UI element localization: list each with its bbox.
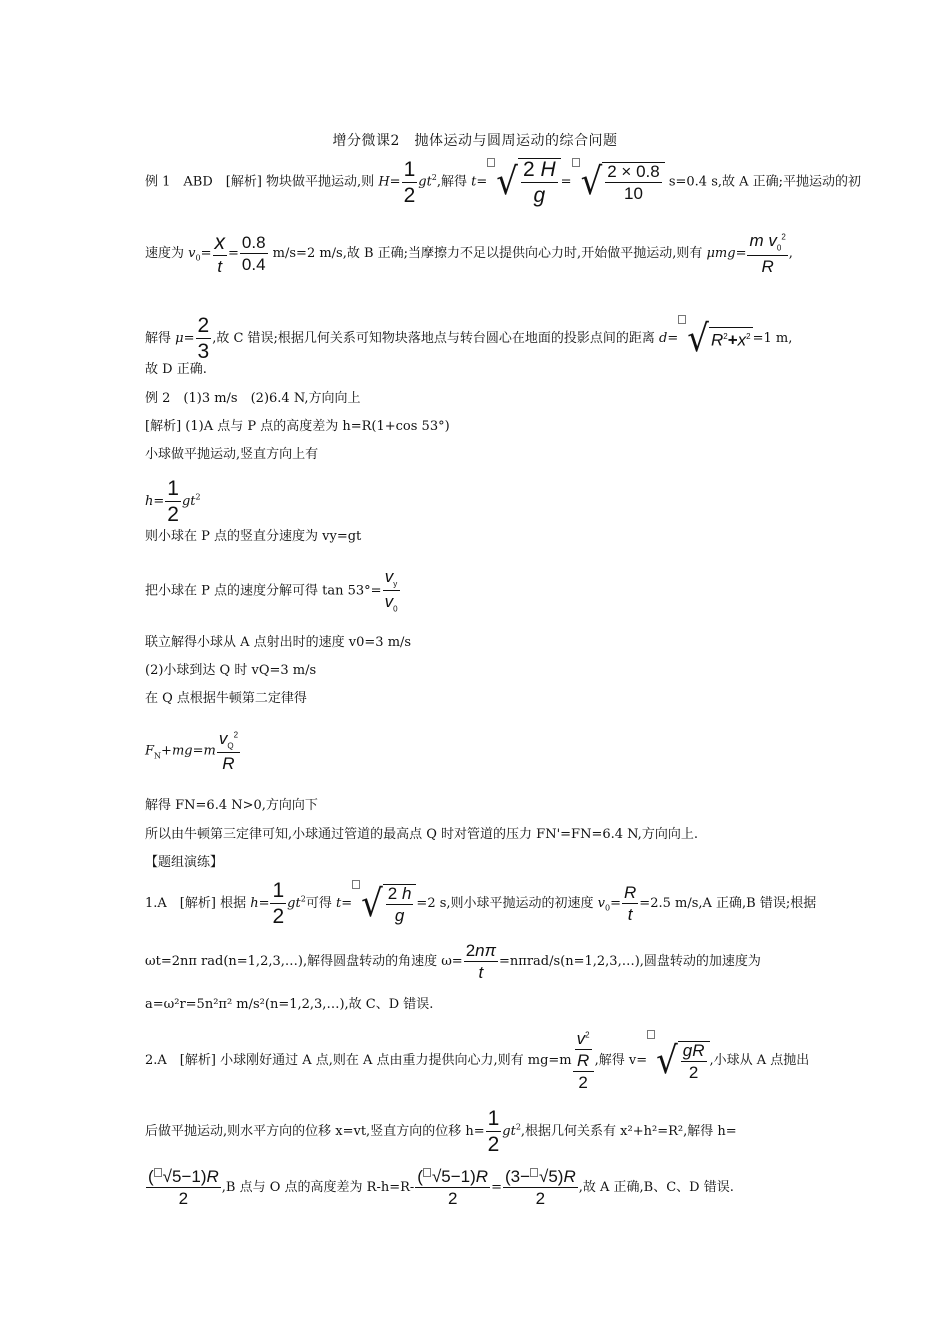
ex2-p6: 联立解得小球从 A 点射出时的速度 v0=3 m/s [145, 635, 412, 650]
ex2-p4: 则小球在 P 点的竖直分速度为 vy=gt [145, 529, 362, 544]
ex2-p7: (2)小球到达 Q 时 vQ=3 m/s [145, 663, 317, 678]
q1-line-3: a=ω²r=5n²π² m/s²(n=1,2,3,…),故 C、D 错误. [145, 997, 434, 1012]
ex2-p11: 所以由牛顿第三定律可知,小球通过管道的最高点 Q 时对管道的压力 FN'=FN=6.4 N,方向向上. [145, 827, 698, 842]
ex2-p9: $F_N+mg=m$ $\frac{v_Q^2}{R}$ [145, 729, 239, 774]
ex2-p8: 在 Q 点根据牛顿第二定律得 [145, 691, 307, 706]
ex1-line-1: 例 1 ABD [解析] 物块做平抛运动,则 H= $\frac{1}{2}$ $gt^2$,解得 t= √ $\frac{2 H}{g}$ = √ $\frac{2 \times 0.8}{10}$ s=0.4 s,故 A 正确;平抛运动的初 [145, 157, 862, 207]
ex1-line-4: 故 D 正确. [145, 362, 207, 377]
section-heading: 【题组演练】 [145, 855, 224, 870]
ex2-p1: [解析] (1)A 点与 P 点的高度差为 h=R(1+cos 53°) [145, 419, 450, 434]
q1-line-1: 1.A [解析] 根据 h= $\frac{1}{2}$ $gt^2$可得 t= √ $\frac{2 h}{g}$ =2 s,则小球平抛运动的初速度 $v_0=$ $\frac{R}{t}$ =2.5 m/s,A 正确,B 错误;根据 [145, 879, 817, 928]
ex2-p3: h= $\frac{1}{2}$ $gt^2$ [145, 477, 201, 526]
ex2-head: 例 2 (1)3 m/s (2)6.4 N,方向向上 [145, 391, 361, 406]
page-title: 增分微课2 抛体运动与圆周运动的综合问题 [332, 133, 618, 149]
ex2-p5: 把小球在 P 点的速度分解可得 tan 53°= $\frac{v_y}{v_0}$ [145, 567, 398, 614]
ex2-p10: 解得 FN=6.4 N>0,方向向下 [145, 798, 318, 813]
ex1-line-3: 解得 μ= $\frac{2}{3}$ ,故 C 错误;根据几何关系可知物块落地点与转台圆心在地面的投影点间的距离 d= √ $R^2+x^2$ =1 m, [145, 314, 793, 363]
ex1-line-2: 速度为 $v_0=$ $\frac{x}{t}$ = $\frac{0.8}{0.4}$ m/s=2 m/s,故 B 正确;当摩擦力不足以提供向心力时,开始做平抛运动,则有 μmg= $\frac{m v_0^2}{R}$ , [145, 231, 793, 276]
q2-line-1: 2.A [解析] 小球刚好通过 A 点,则在 A 点由重力提供向心力,则有 mg=m $\frac{\frac{v^2}{R}}{2}$ ,解得 v= √ $\frac{gR}{2}$ ,小球从 A 点抛出 [145, 1029, 810, 1092]
q1-line-2: ωt=2nπ rad(n=1,2,3,…),解得圆盘转动的角速度 ω= $\frac{2n\pi}{t}$ =nπrad/s(n=1,2,3,…),圆盘转动的加速度为 [145, 941, 761, 982]
q2-line-3: $\frac{( √5-1)R}{2}$ ,B 点与 O 点的高度差为 R-h=R- $\frac{( √5-1)R}{2}$ = $\frac{(3- √5)R}{2}$ ,故 A 正确,B、C、D 错误. [148, 1167, 734, 1208]
ex2-p2: 小球做平抛运动,竖直方向上有 [145, 447, 319, 462]
q2-line-2: 后做平抛运动,则水平方向的位移 x=vt,竖直方向的位移 h= $\frac{1}{2}$ $gt^2$,根据几何关系有 x²+h²=R²,解得 h= [145, 1107, 737, 1156]
